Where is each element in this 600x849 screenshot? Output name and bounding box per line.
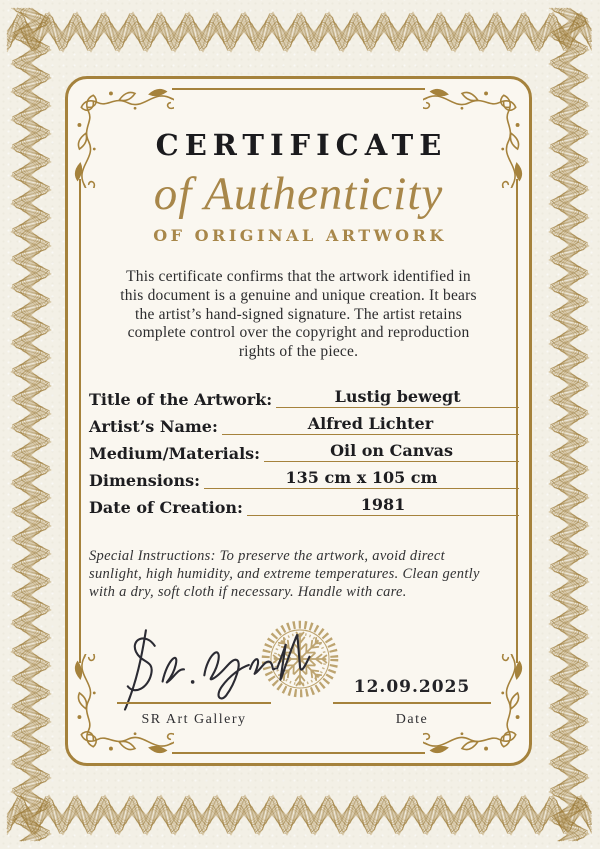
special-line: with a dry, soft cloth if necessary. Handle with care. <box>89 584 407 601</box>
inner-rule-bottom <box>172 752 425 754</box>
statement-line: This certificate confirms that the artwork identified in <box>126 268 471 286</box>
date-line <box>333 702 491 704</box>
artwork-fields <box>89 381 519 516</box>
certificate-frame <box>65 76 532 766</box>
guilloche-border-right <box>545 8 593 841</box>
field-underline <box>264 441 519 462</box>
special-line: Special Instructions: To preserve the artwork, avoid direct <box>89 548 445 565</box>
inner-rule-top <box>172 88 425 90</box>
signatory-block <box>117 675 271 728</box>
guilloche-border-bottom <box>7 791 593 839</box>
field-row-dimensions <box>89 462 519 489</box>
field-label: Artist’s Name: <box>89 416 218 436</box>
certificate-title: CERTIFICATE <box>155 128 448 162</box>
inner-rule-right <box>516 179 518 663</box>
statement-line: complete control over the copyright and reproduction <box>127 324 470 342</box>
field-label: Dimensions: <box>89 470 200 490</box>
date-block <box>333 675 491 728</box>
field-value: 135 cm x 105 cm <box>285 467 438 487</box>
date-label: Date <box>395 712 429 727</box>
guilloche-border-left <box>7 8 55 841</box>
field-underline <box>222 414 519 435</box>
field-value: Alfred Lichter <box>307 413 434 433</box>
special-line: sunlight, high humidity, and extreme temperatures. Clean gently <box>89 566 480 583</box>
signatory-label: SR Art Gallery <box>141 712 247 727</box>
statement-line: the artist’s hand-signed signature. The artist retains <box>135 305 462 323</box>
corner-flourish-icon <box>72 86 174 188</box>
statement-line: rights of the piece. <box>238 342 359 360</box>
field-underline <box>247 495 519 516</box>
signature-slot <box>117 675 271 699</box>
statement-line: this document is a genuine and unique creation. It bears <box>120 286 477 304</box>
date-value: 12.09.2025 <box>353 677 471 697</box>
certificate-subtitle: of Authenticity <box>153 168 444 220</box>
corner-flourish-icon <box>423 86 525 188</box>
field-underline <box>276 387 519 408</box>
field-row-artist <box>89 408 519 435</box>
certificate-tagline: OF ORIGINAL ARTWORK <box>153 226 447 246</box>
signature-line <box>117 702 271 704</box>
guilloche-border-top <box>7 8 593 56</box>
field-value: Lustig bewegt <box>334 386 461 406</box>
field-row-creation-date <box>89 489 519 516</box>
field-value: Oil on Canvas <box>330 440 454 460</box>
field-label: Title of the Artwork: <box>89 389 273 409</box>
certificate-statement <box>88 268 509 361</box>
field-value: 1981 <box>360 494 406 514</box>
field-underline <box>204 468 519 489</box>
inner-rule-left <box>79 179 81 663</box>
field-label: Medium/Materials: <box>89 443 261 463</box>
field-row-title <box>89 381 519 408</box>
field-label: Date of Creation: <box>89 497 243 517</box>
special-instructions <box>89 547 519 601</box>
field-row-medium <box>89 435 519 462</box>
